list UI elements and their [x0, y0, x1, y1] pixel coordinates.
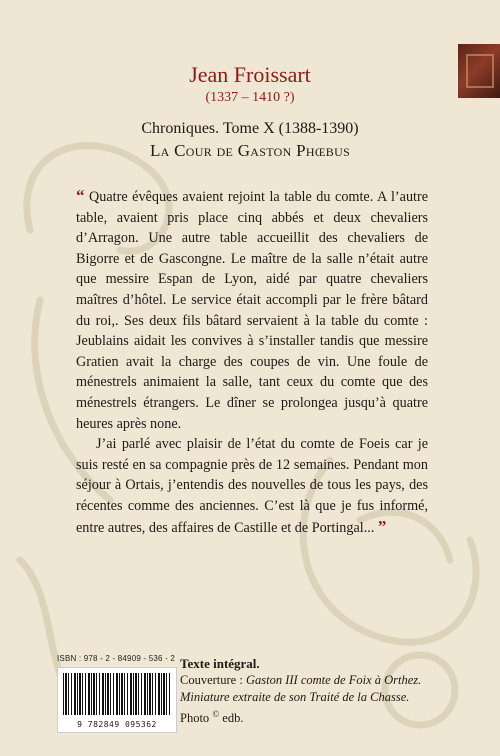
- barcode-digits: 9 782849 095362: [77, 720, 157, 729]
- barcode: [57, 667, 177, 733]
- excerpt-paragraph-1: [76, 186, 428, 434]
- copyright-symbol: ©: [212, 709, 220, 719]
- miniature-line: Miniature extraite de son Traité de la Chasse.: [180, 690, 410, 704]
- isbn-block: [57, 654, 176, 733]
- cover-credits: [180, 655, 430, 727]
- excerpt-text: [76, 186, 428, 538]
- book-subtitle: La Cour de Gaston Phœbus: [149, 141, 351, 160]
- photo-credit: edb.: [222, 711, 244, 726]
- texte-integral-label: Texte intégral.: [180, 656, 260, 671]
- couverture-label: Couverture :: [180, 673, 243, 687]
- author-name: Jean Froissart: [189, 62, 311, 87]
- barcode-bars: [63, 673, 171, 715]
- isbn-number: ISBN : 978 - 2 - 84909 - 536 - 2: [57, 654, 176, 663]
- author-dates: (1337 – 1410 ?): [205, 90, 295, 105]
- couverture-line: [180, 672, 430, 689]
- series-title: Chroniques. Tome X (1388-1390): [141, 120, 359, 137]
- paragraph-1-text: Quatre évêques avaient rejoint la table du comte. A l’autre table, avaient pris place cinq abbés et deux chevaliers d’Arragon. Une autre table accueillit des chevaliers de Bigorre et de Gascongne. Le maître de la salle n’était autre que messire Espan de Lyon, aidé par quatre chevaliers maîtres d’hôtel. Le service était accompli par le frère bâtard du roi,. Ses deux fils bâtard servaient à la table du comte : Jeublains aidait les convives à s’installer tandis que messire Gratien avait la charge des coupes de vin. Une foule de ménestrels animaient la salle, tant ceux du comte que des ménestrels étrangers. Le dîner se prolongea jusqu’à quatre heures après none.: [76, 189, 428, 432]
- couverture-text: Gaston III comte de Foix à Orthez.: [245, 673, 422, 687]
- excerpt-paragraph-2: [76, 434, 428, 538]
- photo-label: Photo: [180, 711, 210, 726]
- paragraph-2-text: J’ai parlé avec plaisir de l’état du comte de Foeis car je suis resté en sa compagnie près de 12 semaines. Pendant mon séjour à Ortais, j’entendis des nouvelles de tous les pays, des récentes comme des anciennes. C’est là que je fus informé, entre autres, des affaires de Castille et de Portingal...: [76, 436, 428, 536]
- photo-line: [180, 706, 430, 727]
- opening-quote-mark: “: [76, 186, 85, 205]
- closing-quote-mark: ”: [377, 516, 387, 536]
